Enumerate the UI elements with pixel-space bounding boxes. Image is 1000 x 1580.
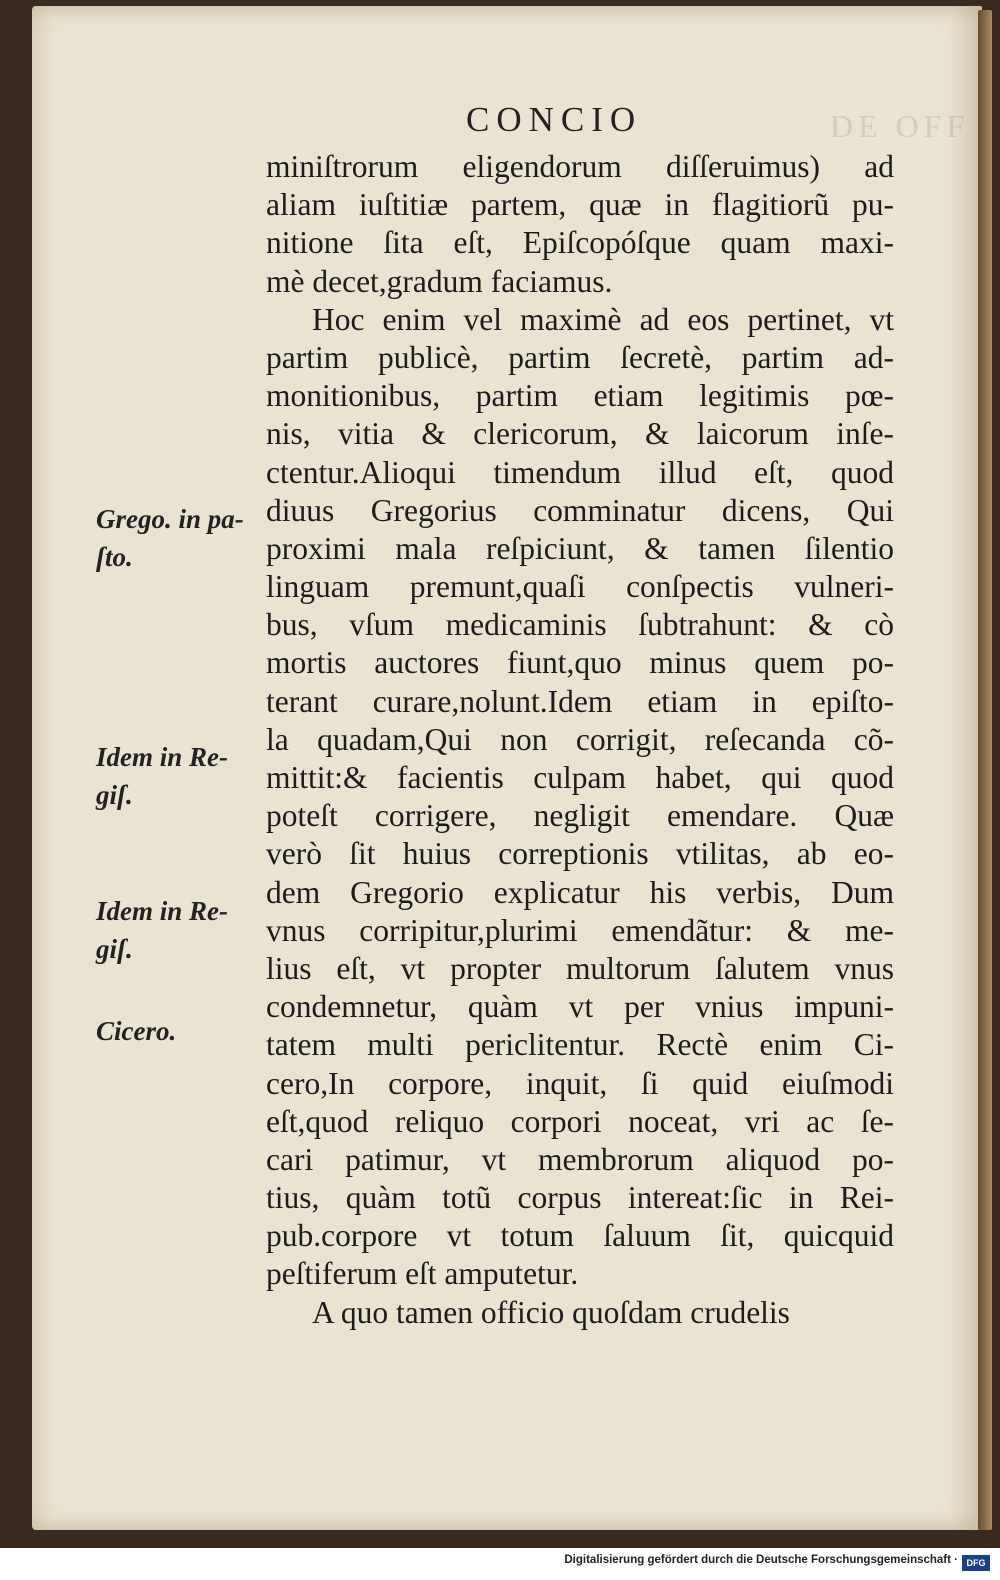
text-line: mortis auctores fiunt,quo minus quem po- bbox=[266, 645, 894, 681]
marginal-note-line: giſ. bbox=[96, 934, 133, 964]
text-line: bus, vſum medicaminis ſubtrahunt: & cò bbox=[266, 607, 894, 643]
footer-bar bbox=[0, 1548, 1000, 1580]
text-line: peſtiferum eſt amputetur. bbox=[266, 1256, 579, 1292]
marginal-note-gregorius bbox=[96, 500, 266, 576]
bleed-through-text: DE OFF bbox=[830, 108, 970, 144]
text-line: lius eſt, vt propter multorum ſalutem vnus bbox=[266, 950, 894, 986]
text-line: miniſtrorum eligendorum diſſeruimus) ad bbox=[266, 149, 894, 184]
text-line: proximi mala reſpiciunt, & tamen ſilentio bbox=[266, 530, 894, 566]
text-line: dem Gregorio explicatur his verbis, Dum bbox=[266, 874, 894, 910]
text-line: mittit:& facientis culpam habet, qui quod bbox=[266, 760, 894, 795]
text-line: terant curare,nolunt.Idem etiam in epiſto- bbox=[266, 683, 894, 719]
marginal-note-idem-1 bbox=[96, 738, 266, 814]
marginal-note-line: giſ. bbox=[96, 780, 133, 810]
marginal-note-line: Idem in Re- bbox=[96, 742, 228, 772]
text-line: la quadam,Qui non corrigit, reſecanda cõ- bbox=[266, 721, 894, 757]
text-line: partim publicè, partim ſecretè, partim ad- bbox=[266, 339, 894, 375]
text-line: nis, vitia & clericorum, & laicorum inſe- bbox=[266, 416, 894, 452]
text-line: nitione ſita eſt, Epiſcopóſque quam maxi- bbox=[266, 225, 894, 261]
text-line: diuus Gregorius comminatur dicens, Qui bbox=[266, 492, 894, 528]
text-line: linguam premunt,quaſi conſpectis vulneri- bbox=[266, 569, 894, 605]
page-edge bbox=[978, 10, 992, 1530]
running-head: CONCIO bbox=[466, 100, 643, 139]
text-line: cero,In corpore, inquit, ſi quid eiuſmodi bbox=[266, 1065, 894, 1101]
text-line: condemnetur, quàm vt per vnius impuni- bbox=[266, 989, 894, 1025]
text-line: mè decet,gradum faciamus. bbox=[266, 263, 613, 299]
marginal-note-line: Grego. in pa- bbox=[96, 504, 244, 534]
marginal-note-line: Idem in Re- bbox=[96, 896, 228, 926]
text-line: tatem multi periclitentur. Rectè enim Ci- bbox=[266, 1027, 894, 1063]
text-line: pub.corpore vt totum ſaluum ſit, quicquid bbox=[266, 1218, 894, 1254]
text-line: poteſt corrigere, negligit emendare. Quæ bbox=[266, 798, 894, 834]
marginal-note-line: Cicero. bbox=[96, 1016, 177, 1046]
text-line: cari patimur, vt membrorum aliquod po- bbox=[266, 1141, 894, 1177]
text-line: ctentur.Alioqui timendum illud eſt, quod bbox=[266, 454, 894, 490]
text-line: tius, quàm totũ corpus intereat:ſic in Rei- bbox=[266, 1180, 894, 1216]
funding-credit: Digitalisierung gefördert durch die Deutsche Forschungsgemeinschaft · bbox=[564, 1554, 958, 1566]
marginal-note-idem-2 bbox=[96, 892, 266, 968]
text-line: eſt,quod reliquo corpori noceat, vri ac ſe- bbox=[266, 1103, 894, 1139]
main-text-block bbox=[266, 148, 894, 1332]
text-line: A quo tamen officio quoſdam crudelis bbox=[312, 1294, 790, 1330]
text-line: vnus corripitur,plurimi emendãtur: & me- bbox=[266, 912, 894, 948]
text-line: monitionibus, partim etiam legitimis pœ- bbox=[266, 378, 894, 414]
text-line: aliam iuſtitiæ partem, quæ in flagitiorũ pu- bbox=[266, 187, 894, 223]
dfg-logo: DFG bbox=[962, 1555, 990, 1571]
marginal-note-cicero bbox=[96, 1012, 266, 1050]
marginal-note-line: ſto. bbox=[96, 542, 133, 572]
text-line: verò ſit huius correptionis vtilitas, ab eo- bbox=[266, 836, 894, 872]
text-line: Hoc enim vel maximè ad eos pertinet, vt bbox=[312, 301, 894, 337]
